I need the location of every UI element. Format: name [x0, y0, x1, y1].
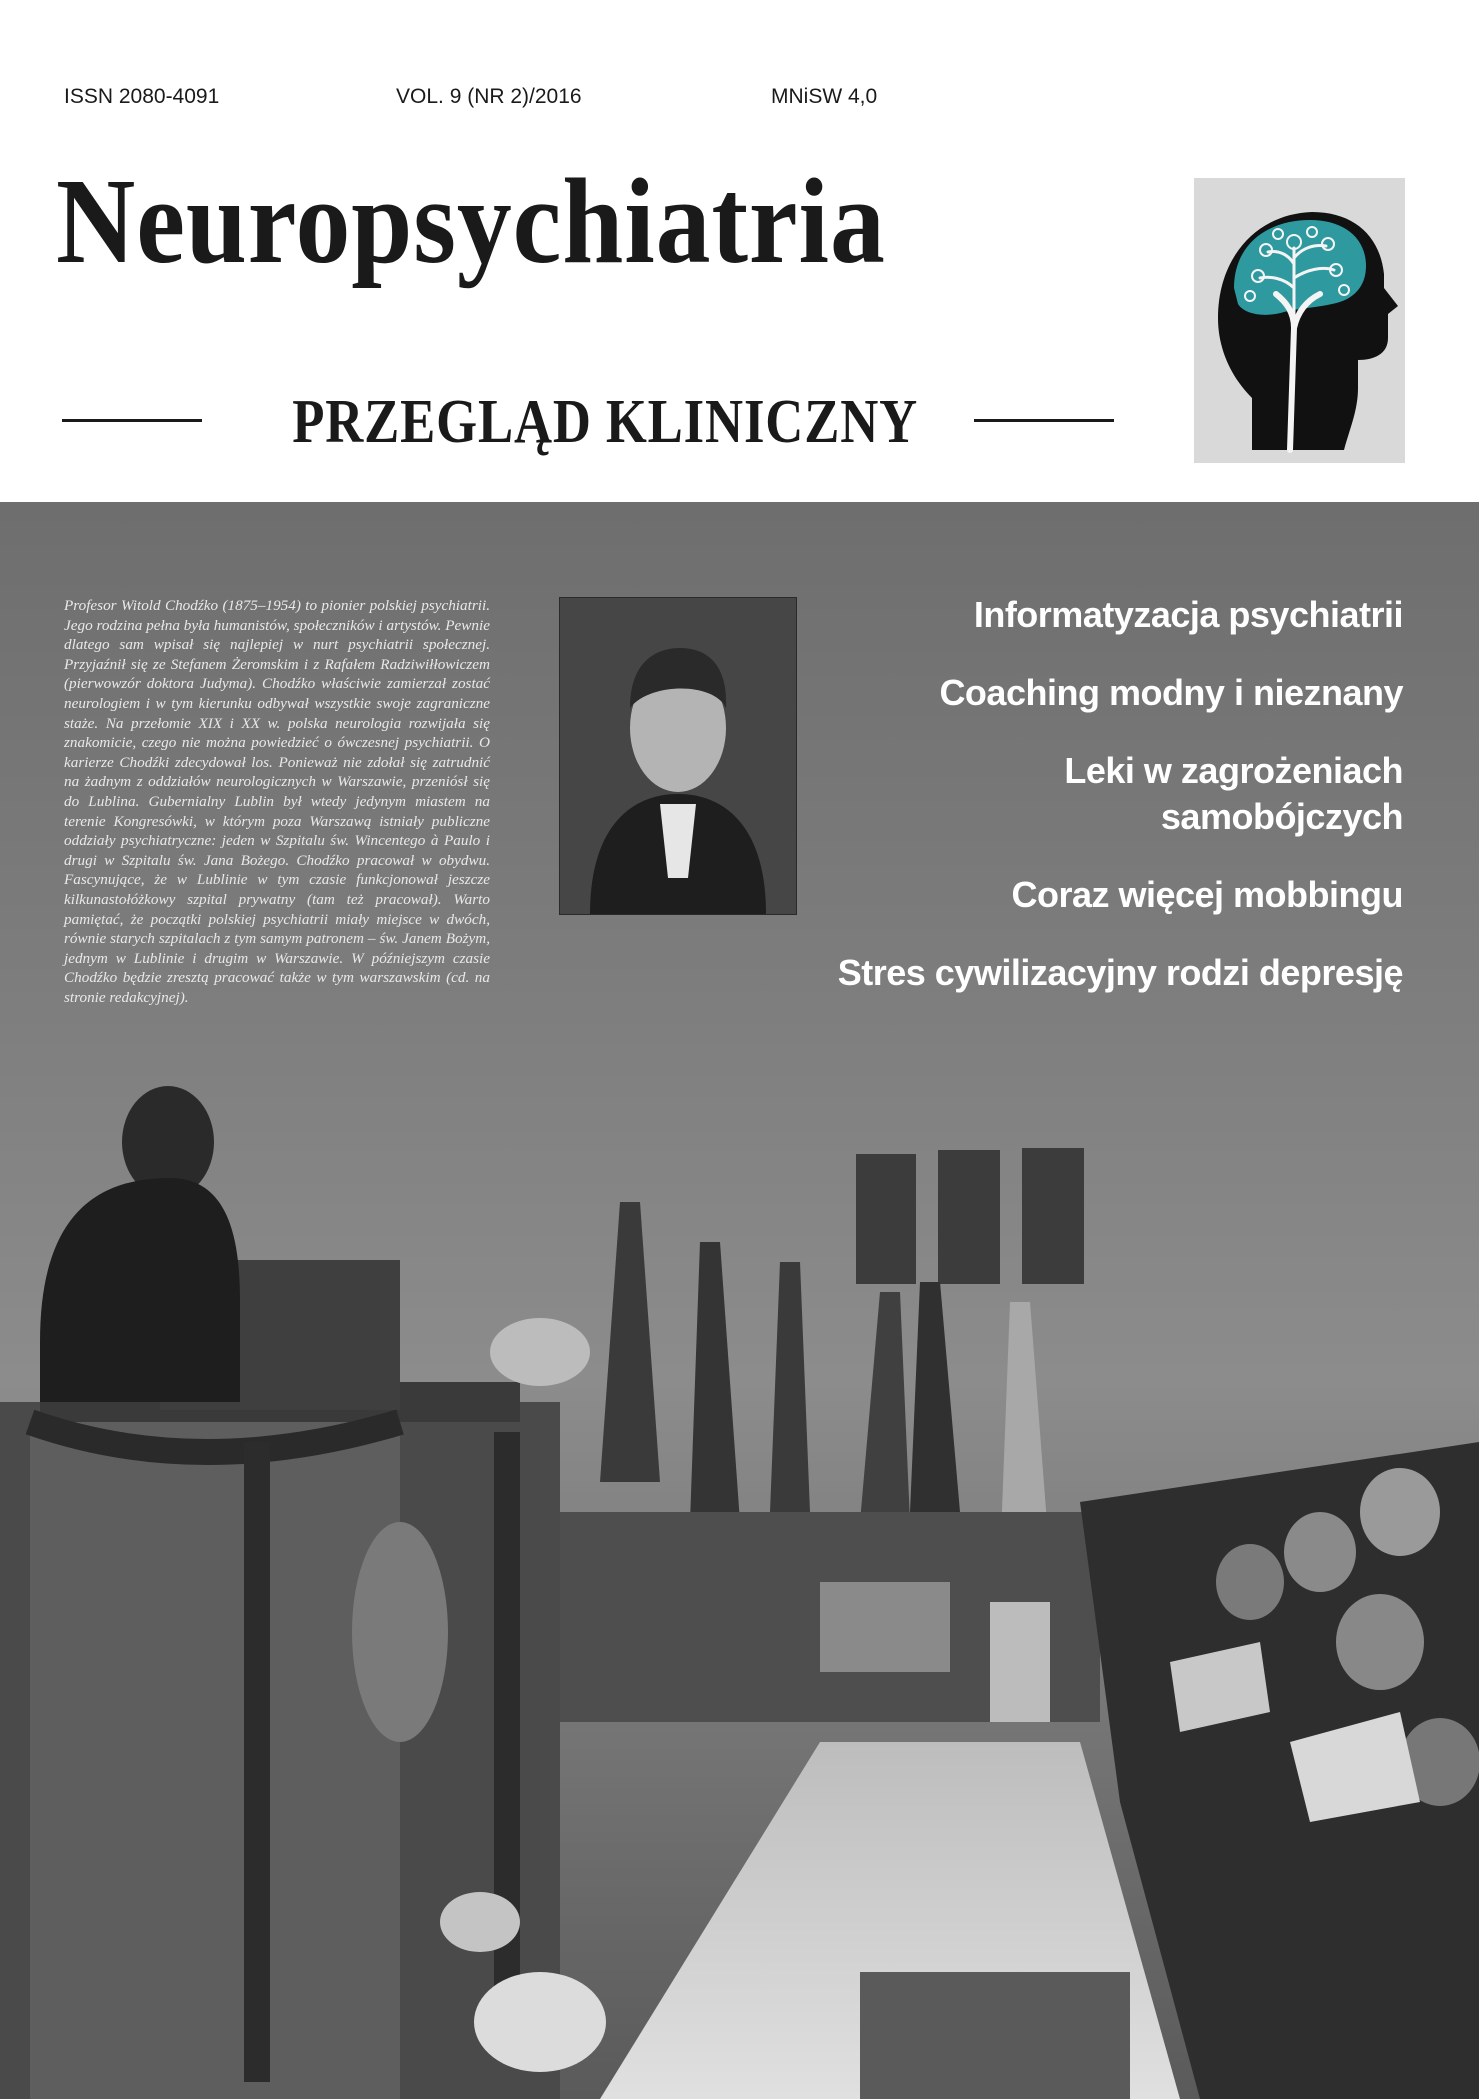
historical-caption: Profesor Witold Chodźko (1875–1954) to pionier polskiej psychiatrii. Jego rodzina pełna była humanistów, społeczników i artystów. Pewnie dlatego sam wpisał się najlepiej w nurt psychiatrii społecznej. Przyjaźnił się ze Stefanem Żeromskim i z Rafałem Radziwiłłowiczem (pierwowzór doktora Judyma). Chodźko właściwie zamierzał zostać neurologiem i w tym kierunku odbywał wszystkie swoje zagraniczne staże. Na przełomie XIX i XX w. polska neurologia rozwijała się znakomicie, czego nie można powiedzieć o ówczesnej psychiatrii. O karierze Chodźki zdecydował los. Ponieważ nie zdołał się zatrudnić na żadnym z oddziałów neurologicznych w Warszawie, przeniósł się do Lublina. Gubernialny Lublin był wtedy jedynym miastem na terenie Kongresówki, w którym poza Warszawą istniały publiczne oddziały psychiatryczne: jeden w Szpitalu św. Wincentego à Paulo i drugi w Szpitalu św. Jana Bożego. Chodźko pracował w obydwu. Fascynujące, że w Lublinie w tym czasie funkcjonował jeszcze kilkunastołóżkowy szpital prywatny (tam też pracował). Warto pamiętać, że początki polskiej psychiatrii miały miejsce w dwóch, równie starych szpitalach z tym samym patronem – św. Janem Bożym, jednym w Lublinie i drugim w Warszawie. W późniejszym czasie Chodźko będzie zresztą pracować także w tym warszawskim (cd. na stronie redakcyjnej).: [64, 597, 490, 1006]
journal-subtitle: PRZEGLĄD KLINICZNY: [292, 388, 919, 456]
subtitle-rule-right: [974, 419, 1114, 422]
volume: VOL. 9 (NR 2)/2016: [396, 85, 582, 108]
portrait-photo: [560, 598, 796, 914]
journal-logo: [1194, 178, 1405, 463]
headline-1: Informatyzacja psychiatrii: [973, 594, 1403, 635]
head-tree-icon: [1194, 178, 1405, 463]
mnisw-score: MNiSW 4,0: [771, 85, 878, 108]
headline-5: Stres cywilizacyjny rodzi depresję: [837, 952, 1403, 993]
subtitle-row: [62, 388, 1114, 458]
subtitle-rule-left: [62, 419, 202, 422]
portrait-figure: [560, 598, 796, 914]
headline-3: Leki w zagrożeniach samobójczych: [1064, 750, 1403, 837]
headline-2: Coaching modny i nieznany: [939, 672, 1403, 713]
headlines: [783, 592, 1403, 1028]
headline-4: Coraz więcej mobbingu: [1011, 874, 1403, 915]
issn: ISSN 2080-4091: [64, 85, 220, 108]
journal-title: Neuropsychiatria: [56, 154, 886, 289]
